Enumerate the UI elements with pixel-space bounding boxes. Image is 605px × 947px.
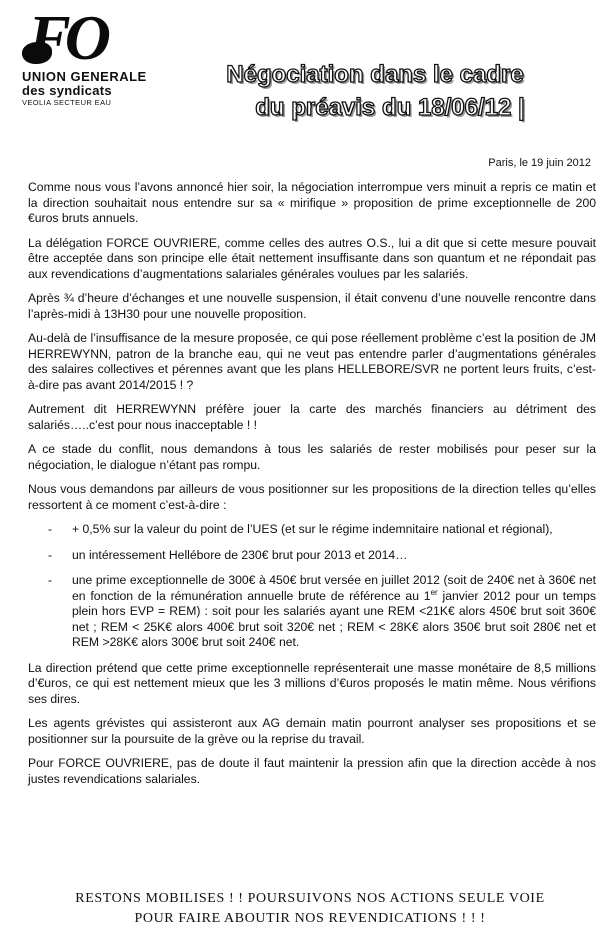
logo-des-syndicats: des syndicats [22, 83, 112, 98]
paragraph: La délégation FORCE OUVRIERE, comme celles des autres O.S., lui a dit que si cette mesure pouvait être acceptée dans son principe elle était nettement insuffisante dans son quantum et ne répondait pas aux revendications d’augmentations salariales générales voulues par les salariés. [28, 235, 596, 281]
list-item [28, 573, 596, 651]
paragraph: Nous vous demandons par ailleurs de vous positionner sur les propositions de la direction telles qu’elles ressortent à ce moment c’est-à-dire : [28, 482, 596, 512]
logo-mark-text: FO [28, 2, 105, 73]
document-date: Paris, le 19 juin 2012 [488, 157, 591, 169]
paragraph: Après ¾ d’heure d’échanges et une nouvelle suspension, il était convenu d’une nouvelle rencontre dans l’après-midi à 13H30 pour une nouvelle proposition. [28, 291, 596, 321]
fo-logo [22, 2, 152, 108]
fo-logo-mark [22, 2, 152, 73]
slogan-line-2: POUR FAIRE ABOUTIR NOS REVENDICATIONS ! ! ! [134, 911, 486, 926]
list-item-text: une prime exceptionnelle de 300€ à 450€ brut versée en juillet 2012 (soit de 240€ net à 360€ net en fonction de la rémunération annuelle brute de référence au 1er janvier 2012 pour un temps plein hors EVP = REM) : soit pour les salariés ayant une REM <21K€ alors 450€ brut soit 360€ net ; REM < 25K€ alors 400€ brut soit 320€ net ; REM < 28K€ alors 350€ brut soit 280€ net et REM >28K€ alors 300€ brut soit 240€ net. [72, 573, 596, 649]
paragraph: Comme nous vous l’avons annoncé hier soir, la négociation interrompue vers minuit a repris ce matin et la direction souhaitait nous entendre sur sa « mirifique » proposition de prime exceptionnelle de 200 €uros bruts annuels. [28, 180, 596, 225]
paragraph: La direction prétend que cette prime exceptionnelle représenterait une masse monétaire de 8,5 millions d’€uros, ce qui est nettement mieux que les 3 millions d’€uros proposés le matin même. Nous vérifions ses dires. [28, 660, 596, 706]
paragraph: Autrement dit HERREWYNN préfère jouer la carte des marchés financiers au détriment des salariés…..c’est pour nous inacceptable ! ! [28, 402, 596, 432]
list-item-text: un intéressement Hellébore de 230€ brut pour 2013 et 2014… [72, 547, 408, 562]
list-item [28, 522, 596, 538]
document-title [160, 58, 590, 124]
list-item [28, 548, 596, 564]
proposals-list [28, 522, 596, 651]
paragraph: A ce stade du conflit, nous demandons à tous les salariés de rester mobilisés pour peser sur la négociation, le dialogue n’étant pas rompu. [28, 442, 596, 472]
list-dash: - [48, 547, 53, 562]
paragraph: Pour FORCE OUVRIERE, pas de doute il faut maintenir la pression afin que la direction accède à nos justes revendications salariales. [28, 756, 596, 786]
paragraph: Les agents grévistes qui assisteront aux AG demain matin pourront analyser ses propositions et se positionner sur la poursuite de la grève ou la reprise du travail. [28, 716, 596, 746]
list-dash: - [48, 573, 53, 587]
logo-veolia-secteur: VEOLIA SECTEUR EAU [22, 98, 112, 107]
closing-slogan [20, 889, 600, 929]
list-dash: - [48, 522, 53, 536]
slogan-line-1: RESTONS MOBILISES ! ! POURSUIVONS NOS ACTIONS SEULE VOIE [75, 891, 545, 906]
title-line-1: Négociation dans le cadre [226, 61, 524, 88]
document-body [28, 180, 596, 796]
list-item-text: + 0,5% sur la valeur du point de l’UES (et sur le régime indemnitaire national et régional), [72, 522, 553, 536]
paragraph: Au-delà de l’insuffisance de la mesure proposée, ce qui pose réellement problème c’est la position de JM HERREWYNN, patron de la branche eau, qui ne veut pas entendre parler d’augmentations générales des salaires collectives et pérennes avant que les plans HELLEBORE/SVR ne portent leurs fruits, c’est-à-dire pas avant 2014/2015 ! ? [28, 331, 596, 392]
title-line-2: du préavis du 18/06/12 | [255, 94, 525, 121]
logo-union-generale: UNION GENERALE [22, 69, 147, 84]
